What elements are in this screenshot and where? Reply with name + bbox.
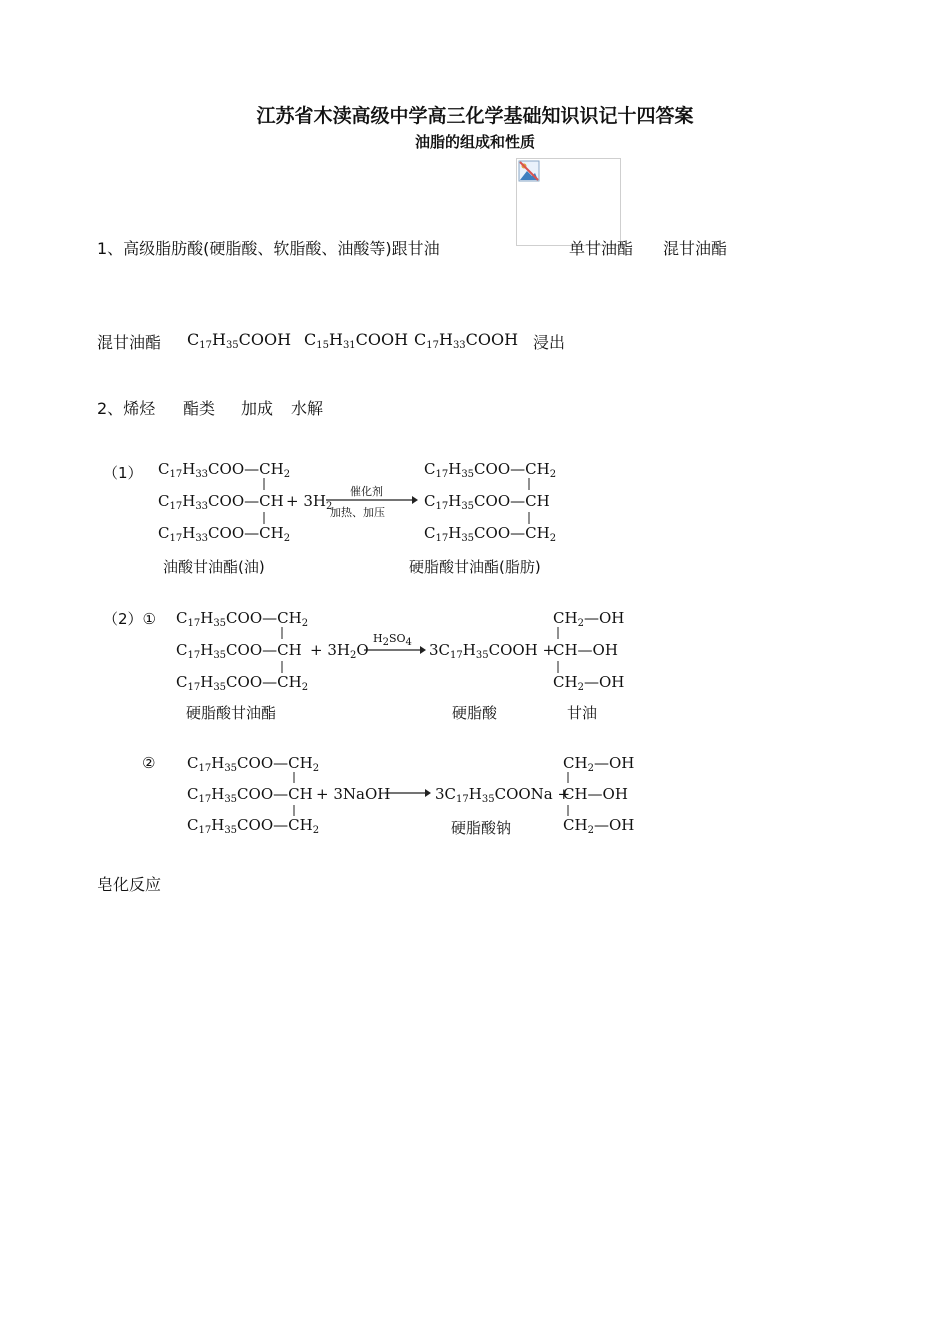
- reaction-2-glycerol-row-3: $CH_2—OH$: [553, 673, 625, 693]
- reaction-3-product: $3C_{17}H_{35}COONa$ +: [435, 785, 571, 805]
- answer-2-tail: 浸出: [533, 333, 566, 352]
- formula-palmitic-acid: $C_{15}H_{31}COOH$: [304, 330, 409, 351]
- reaction-2-reactant-row-3: $C_{17}H_{35}COO—CH_2$: [176, 673, 309, 693]
- answer-3-num: 2、: [97, 399, 124, 418]
- reaction-1-product-row-3: $C_{17}H_{35}COO—CH_2$: [424, 524, 557, 544]
- reaction-2-glycerol-row-2: CH—OH: [553, 641, 618, 659]
- broken-image-placeholder: [516, 158, 621, 246]
- answer-3: [97, 396, 155, 419]
- answer-1-a1: 单甘油酯: [569, 239, 634, 258]
- reaction-1-reagent: + $3H_2$: [286, 492, 333, 512]
- reaction-3-label: ②: [142, 754, 156, 772]
- reaction-1-reactant-row-2: $C_{17}H_{33}COO—CH$: [158, 492, 284, 512]
- reaction-2-product-name: 硬脂酸: [452, 704, 498, 722]
- reaction-3-glycerol-row-1: $CH_2—OH$: [563, 754, 635, 774]
- answer-line-1: [97, 236, 440, 259]
- formula-stearic-acid: $C_{17}H_{35}COOH$: [187, 330, 292, 351]
- reaction-1-product-row-2: $C_{17}H_{35}COO—CH$: [424, 492, 550, 512]
- reaction-1-product-bonds: [527, 478, 531, 538]
- reaction-2-catalyst: $H_2SO_4$: [373, 632, 412, 648]
- reaction-3-glycerol-row-2: CH—OH: [563, 785, 628, 803]
- reaction-2-bonds: [280, 627, 284, 687]
- reaction-1-reactant-row-3: $C_{17}H_{33}COO—CH_2$: [158, 524, 291, 544]
- reaction-3-arrow: [385, 788, 431, 798]
- reaction-2-arrow: [364, 645, 426, 655]
- reaction-1-label: （1）: [103, 464, 143, 482]
- document-subtitle: 油脂的组成和性质: [414, 133, 535, 151]
- answer-3-w1: 烯烃: [123, 399, 156, 418]
- reaction-1-condition-bottom: 加热、加压: [330, 506, 385, 519]
- answer-3-w4: 水解: [291, 399, 324, 418]
- reaction-3-glycerol-bonds: [566, 772, 570, 830]
- answer-1-text: 1、高级脂肪酸(硬脂酸、软脂酸、油酸等)跟甘油: [97, 239, 440, 258]
- reaction-3-reactant-row-2: $C_{17}H_{35}COO—CH$: [187, 785, 313, 805]
- reaction-3-reagent: + 3NaOH: [316, 785, 391, 803]
- reaction-2-reactant-name: 硬脂酸甘油酯: [186, 704, 277, 722]
- reaction-2-glycerol-row-1: $CH_2—OH$: [553, 609, 625, 629]
- reaction-2-glycerol-bonds: [556, 627, 560, 687]
- reaction-2-reactant-row-1: $C_{17}H_{35}COO—CH_2$: [176, 609, 309, 629]
- reaction-3-bonds: [292, 772, 296, 830]
- reaction-1-condition-top: 催化剂: [350, 485, 383, 498]
- reaction-2-reagent: + $3H_2O$: [310, 641, 369, 661]
- broken-image-icon: [518, 160, 540, 182]
- reaction-3-glycerol-row-3: $CH_2—OH$: [563, 816, 635, 836]
- reaction-1-reactant-name: 油酸甘油酯(油): [163, 558, 265, 576]
- footer-text: 皂化反应: [97, 875, 162, 894]
- reaction-1-product-name: 硬脂酸甘油酯(脂肪): [409, 558, 541, 576]
- answer-3-w3: 加成: [241, 399, 274, 418]
- reaction-3-reactant-row-1: $C_{17}H_{35}COO—CH_2$: [187, 754, 320, 774]
- answer-3-w2: 酯类: [183, 399, 216, 418]
- answer-2-label: 混甘油酯: [97, 333, 162, 352]
- formula-oleic-acid: $C_{17}H_{33}COOH$: [414, 330, 519, 351]
- reaction-1-bonds: [262, 478, 266, 538]
- reaction-1-reactant-row-1: $C_{17}H_{33}COO—CH_2$: [158, 460, 291, 480]
- reaction-3-product-name: 硬脂酸钠: [451, 819, 512, 837]
- reaction-2-glycerol-name: 甘油: [567, 704, 598, 722]
- answer-1-a2: 混甘油酯: [663, 239, 728, 258]
- reaction-3-reactant-row-3: $C_{17}H_{35}COO—CH_2$: [187, 816, 320, 836]
- document-title: 江苏省木渎高级中学高三化学基础知识识记十四答案: [256, 105, 694, 127]
- reaction-2-reactant-row-2: $C_{17}H_{35}COO—CH$: [176, 641, 302, 661]
- reaction-1-product-row-1: $C_{17}H_{35}COO—CH_2$: [424, 460, 557, 480]
- reaction-2-label: （2）①: [103, 610, 156, 628]
- reaction-2-product: $3C_{17}H_{35}COOH$ +: [429, 641, 556, 661]
